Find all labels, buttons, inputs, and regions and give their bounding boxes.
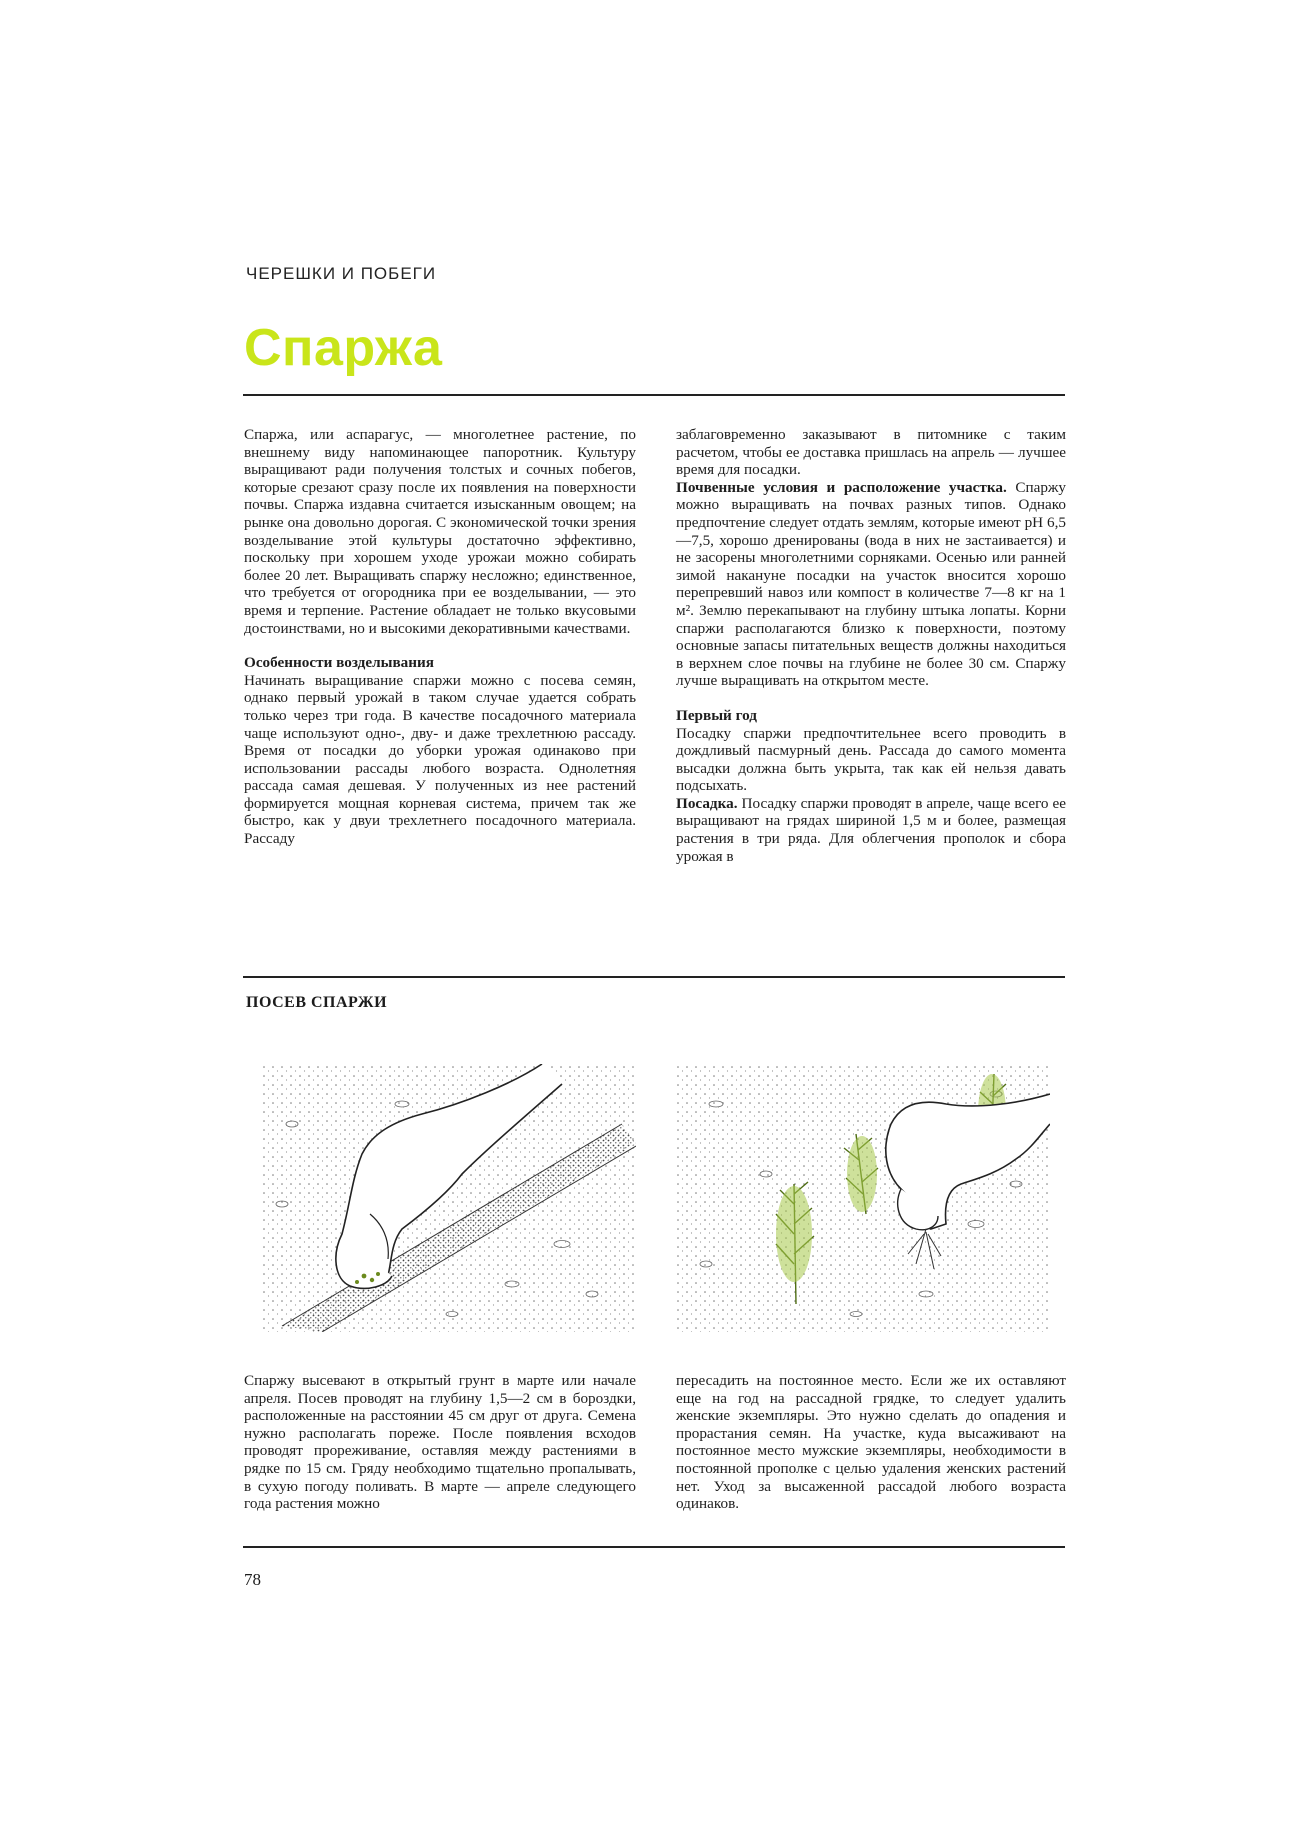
page-number: 78 <box>244 1570 261 1589</box>
seedlings-illustration <box>676 1064 1050 1332</box>
soil-paragraph <box>676 479 1066 690</box>
heading-cultivation: Особенности возделывания <box>244 654 434 672</box>
sowing-illustration <box>262 1064 636 1332</box>
page-title: Спаржа <box>244 319 443 377</box>
right-column <box>676 426 1066 865</box>
intro-paragraph: Спаржа, или аспарагус, — многолетнее растение, по внешнему виду напоминающее папоротник. Культуру выращивают ради получения толстых и сочных побегов, которые срезают сразу после их появления на поверхности почвы. Спаржа издавна считается изысканным овощем; на рынке она довольно дорогая. С экономической точки зрения возделывание этой культуры достаточно эффективно, поскольку при хорошем уходе урожаи можно собирать более 20 лет. Выращивать спаржу несложно; единственное, что требуется от огородника при ее возделывании, — это время и терпение. Растение обладает не только вкусовыми достоинствами, но и высокими декоративными качествами. <box>244 426 636 637</box>
figure-rule <box>243 976 1065 978</box>
sowing-drawing <box>262 1064 636 1332</box>
heading-first-year: Первый год <box>676 706 757 724</box>
soil-text: Спаржу можно выращивать на почвах разных типов. Однако предпочтение следует отдать землям, которые имеют pH 6,5—7,5, хорошо дренированы (вода в них не застаивается) и не засорены многолетними сорняками. Осенью или ранней зимой накануне посадки на участок вносится хорошо перепревший навоз или компост в количестве 7—8 кг на 1 м². Землю перекапывают на глубину штыка лопаты. Корни спаржи располагаются близко к поверхности, поэтому основные запасы питательных веществ должны находиться в верхнем слое почвы на глубине не более 30 см. Спаржу лучше выращивать на открытом месте. <box>676 478 1067 690</box>
left-column <box>244 426 636 848</box>
planting-paragraph <box>676 795 1066 865</box>
continuation-paragraph: заблаговременно заказывают в питомнике с таким расчетом, чтобы ее доставка пришлась на апрель — лучшее время для посадки. <box>676 426 1066 479</box>
caption-left <box>244 1372 636 1513</box>
planting-text: Посадку спаржи проводят в апреле, чаще всего ее выращивают на грядах шириной 1,5 м и более, размещая растения в три ряда. Для облегчения прополок и сбора урожая в <box>676 794 1066 865</box>
cultivation-paragraph: Начинать выращивание спаржи можно с посева семян, однако первый урожай в таком случае удается собрать только через три года. В качестве посадочного материала чаще используют одно-, дву- и даже трехлетнюю рассаду. Время от посадки до уборки урожая одинаково при использовании рассады любого возраста. Однолетняя рассада самая дешевая. У полученных из нее растений формируется мощная корневая система, причем так же быстро, как у двуи трехлетнего посадочного материала. Рассаду <box>244 671 636 848</box>
planting-lead: Посадка. <box>676 794 738 812</box>
seedlings-drawing <box>676 1064 1050 1332</box>
section-label: ЧЕРЕШКИ И ПОБЕГИ <box>246 264 437 283</box>
first-year-paragraph: Посадку спаржи предпочтительнее всего проводить в дождливый пасмурный день. Рассада до самого момента высадки должна быть укрыта, так как ей нельзя давать подсыхать. <box>676 724 1066 795</box>
bottom-rule <box>243 1546 1065 1548</box>
caption-right-text: пересадить на постоянное место. Если же их оставляют еще на год на рассадной грядке, то следует удалить женские экземпляры. Это нужно сделать до опадения и прорастания семян. На участке, куда высаживают на постоянное место мужские экземпляры, необходимости в постоянной прополке с целью удаления женских растений нет. Уход за высаженной рассадой любого возраста одинаков. <box>676 1372 1066 1513</box>
soil-lead: Почвенные условия и расположение участка. <box>676 478 1007 496</box>
figure-title: ПОСЕВ СПАРЖИ <box>246 994 388 1011</box>
caption-left-text: Спаржу высевают в открытый грунт в марте или начале апреля. Посев проводят на глубину 1,5—2 см в бороздки, расположенные на расстоянии 45 см друг от друга. Семена нужно располагать пореже. После появления всходов проводят прореживание, оставляя между растениями в рядке по 15 см. Гряду необходимо тщательно пропалывать, в сухую погоду поливать. В марте — апреле следующего года растения можно <box>244 1372 636 1513</box>
caption-right <box>676 1372 1066 1513</box>
title-rule <box>243 394 1065 396</box>
